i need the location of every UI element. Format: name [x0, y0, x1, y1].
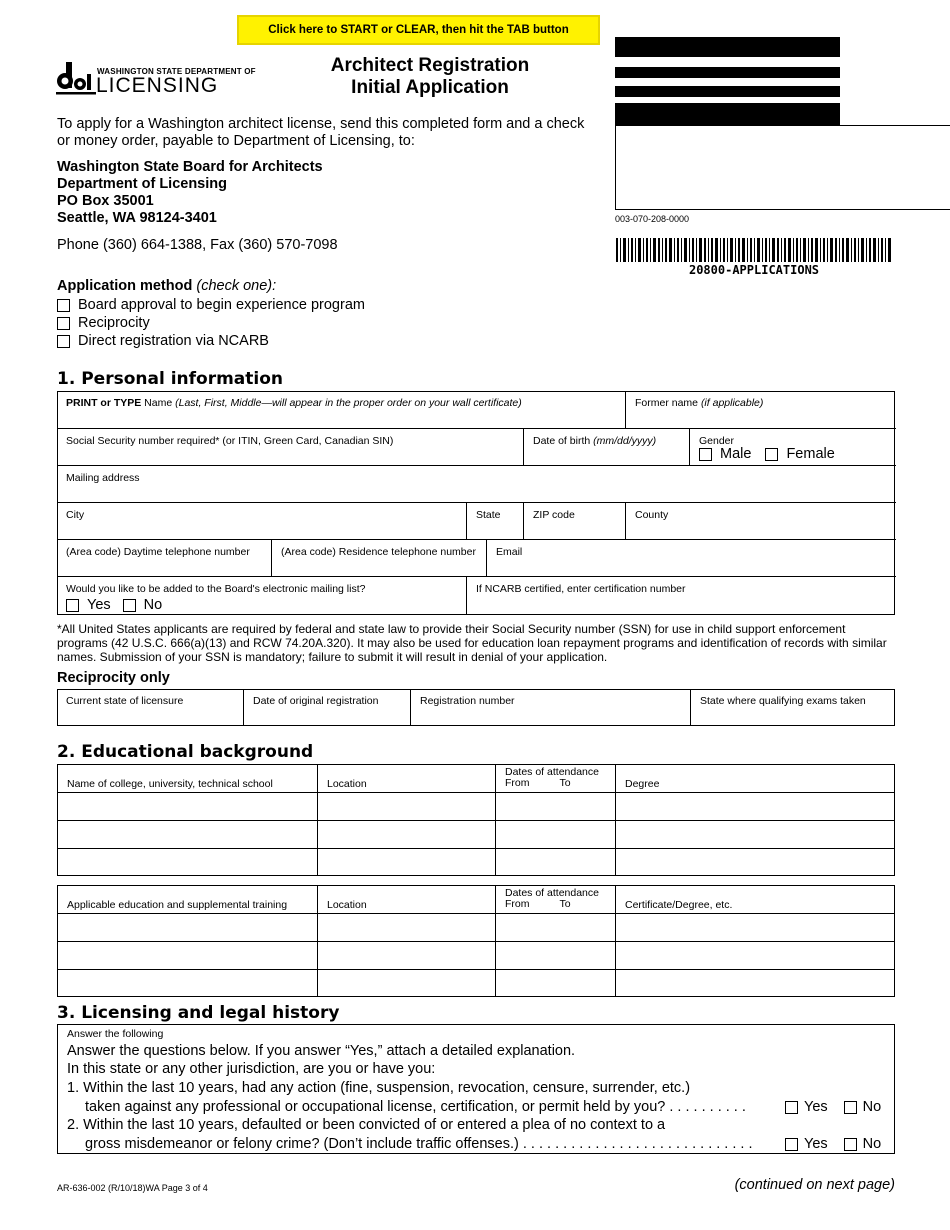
county-field[interactable]: County: [625, 502, 896, 540]
training-col-dates: Dates of attendance From To: [505, 887, 599, 910]
barcode-icon: [616, 238, 892, 262]
original-registration-date-field[interactable]: Date of original registration: [243, 689, 411, 726]
current-state-field[interactable]: Current state of licensure: [66, 695, 184, 707]
dob-field[interactable]: Date of birth (mm/dd/yyyy): [523, 428, 690, 466]
form-title: Architect Registration Initial Application: [330, 55, 530, 98]
logo-licensing: LICENSING: [96, 74, 219, 97]
former-name-field[interactable]: Former name (if applicable): [625, 391, 896, 429]
training-table: [57, 885, 895, 997]
education-col-school: Name of college, university, technical school: [67, 778, 273, 790]
checkbox[interactable]: [57, 299, 70, 312]
method-option-ncarb[interactable]: Direct registration via NCARB: [57, 333, 269, 349]
question-1: 1. Within the last 10 years, had any action (fine, suspension, revocation, censure, surrender, etc.): [67, 1080, 691, 1096]
redaction-bar: [615, 86, 840, 97]
checkbox-no[interactable]: [123, 599, 136, 612]
question-2: 2. Within the last 10 years, defaulted or been convicted of or entered a plea of no context to a: [67, 1117, 666, 1133]
dol-logo-icon: [56, 62, 96, 96]
section-2-title: 2. Educational background: [57, 742, 314, 762]
checkbox[interactable]: [57, 317, 70, 330]
email-field[interactable]: Email: [486, 539, 896, 577]
intro-text: To apply for a Washington architect license, send this completed form and a check or money order, payable to Department of Licensing, to:: [57, 116, 585, 149]
exam-state-field[interactable]: State where qualifying exams taken: [690, 689, 896, 726]
mailing-list-field: Would you like to be added to the Board's electronic mailing list? Yes No: [57, 576, 467, 615]
redaction-bar: [615, 37, 840, 57]
state-field[interactable]: State: [466, 502, 523, 540]
ssn-disclosure-note: *All United States applicants are required by federal and state law to provide their Social Security number (SSN) for use in child support enforcement programs (42 U.S.C. 666(a)(13) and RCW 74.20A.320). It may also be used for education loan repayment programs and identification of records with similar names. Submission of your SSN is mandatory; failure to submit it will result in denial of your application.: [57, 622, 887, 664]
education-table: [57, 764, 895, 876]
continued-note: (continued on next page): [734, 1177, 895, 1193]
q2-yes-checkbox[interactable]: [785, 1138, 798, 1151]
registration-number-field[interactable]: Registration number: [410, 689, 691, 726]
office-use-box: [615, 125, 950, 210]
city-field[interactable]: City: [57, 502, 467, 540]
mailing-address-block: Washington State Board for Architects Department of Licensing PO Box 35001 Seattle, WA 98124-3401: [57, 159, 323, 226]
training-col-education: Applicable education and supplemental training: [67, 899, 288, 911]
name-field[interactable]: PRINT or TYPE Name (Last, First, Middle—will appear in the proper order on your wall certificate): [66, 397, 522, 409]
legal-instructions: Answer the questions below. If you answer “Yes,” attach a detailed explanation.: [67, 1043, 576, 1059]
document-code: 003-070-208-0000: [615, 214, 690, 224]
training-col-certificate: Certificate/Degree, etc.: [625, 899, 733, 911]
redaction-bar: [615, 67, 840, 78]
reciprocity-grid: [57, 689, 895, 726]
jurisdiction-text: In this state or any other jurisdiction, are you or have you:: [67, 1061, 436, 1077]
ncarb-number-field[interactable]: If NCARB certified, enter certification number: [466, 576, 896, 615]
reciprocity-title: Reciprocity only: [57, 670, 170, 686]
education-col-location: Location: [327, 778, 367, 790]
checkbox-male[interactable]: [699, 448, 712, 461]
ssn-field[interactable]: Social Security number required* (or ITIN, Green Card, Canadian SIN): [57, 428, 523, 466]
residence-phone-field[interactable]: (Area code) Residence telephone number: [271, 539, 487, 577]
answer-following-label: Answer the following: [67, 1028, 164, 1040]
application-method-label: Application method (check one):: [57, 278, 277, 294]
phone-fax: Phone (360) 664-1388, Fax (360) 570-7098: [57, 237, 338, 253]
education-col-dates: Dates of attendance From To: [505, 766, 599, 789]
barcode-text: 20800-APPLICATIONS: [688, 263, 820, 277]
question-1-cont: taken against any professional or occupational license, certification, or permit held by you? . . . . . . . . . .: [85, 1099, 746, 1115]
gender-field: Gender Male Female: [689, 428, 896, 466]
personal-info-grid: [57, 391, 895, 615]
q2-no-checkbox[interactable]: [844, 1138, 857, 1151]
education-col-degree: Degree: [625, 778, 660, 790]
form-code-footer: AR-636-002 (R/10/18)WA Page 3 of 4: [57, 1183, 208, 1193]
method-option-board-approval[interactable]: Board approval to begin experience program: [57, 297, 365, 313]
zip-field[interactable]: ZIP code: [523, 502, 626, 540]
checkbox-female[interactable]: [765, 448, 778, 461]
q1-yes-checkbox[interactable]: [785, 1101, 798, 1114]
checkbox[interactable]: [57, 335, 70, 348]
section-3-title: 3. Licensing and legal history: [57, 1003, 340, 1023]
legal-history-box: Answer the following Answer the questions below. If you answer “Yes,” attach a detailed explanation. In this state or any other jurisdiction, are you or have you: 1. Within the last 10 years, had any action (fine, suspension, revocation, censure, surrender, etc.) taken against any professional or occupational license, certification, or permit held by you? . . . . . . . . . . Yes No 2. Within the last 10 years, defaulted or been convicted of or entered a plea of no context to a gross misdemeanor or felony crime? (Don’t include traffic offenses.) . . . . . . . . . . . . . . . . . . . . . . . . . . . . . Yes No: [57, 1024, 895, 1154]
training-col-location: Location: [327, 899, 367, 911]
logo-department: WASHINGTON STATE DEPARTMENT OF: [97, 67, 256, 76]
method-option-reciprocity[interactable]: Reciprocity: [57, 315, 150, 331]
question-2-cont: gross misdemeanor or felony crime? (Don’t include traffic offenses.) . . . . . . . . . . . . . . . . . . . . . . . . . . . . .: [85, 1136, 753, 1152]
daytime-phone-field[interactable]: (Area code) Daytime telephone number: [57, 539, 272, 577]
section-1-title: 1. Personal information: [57, 369, 284, 389]
redaction-bar: [615, 103, 840, 126]
mailing-address-field[interactable]: Mailing address: [57, 465, 896, 503]
start-clear-button[interactable]: Click here to START or CLEAR, then hit the TAB button: [237, 15, 600, 45]
q1-no-checkbox[interactable]: [844, 1101, 857, 1114]
checkbox-yes[interactable]: [66, 599, 79, 612]
